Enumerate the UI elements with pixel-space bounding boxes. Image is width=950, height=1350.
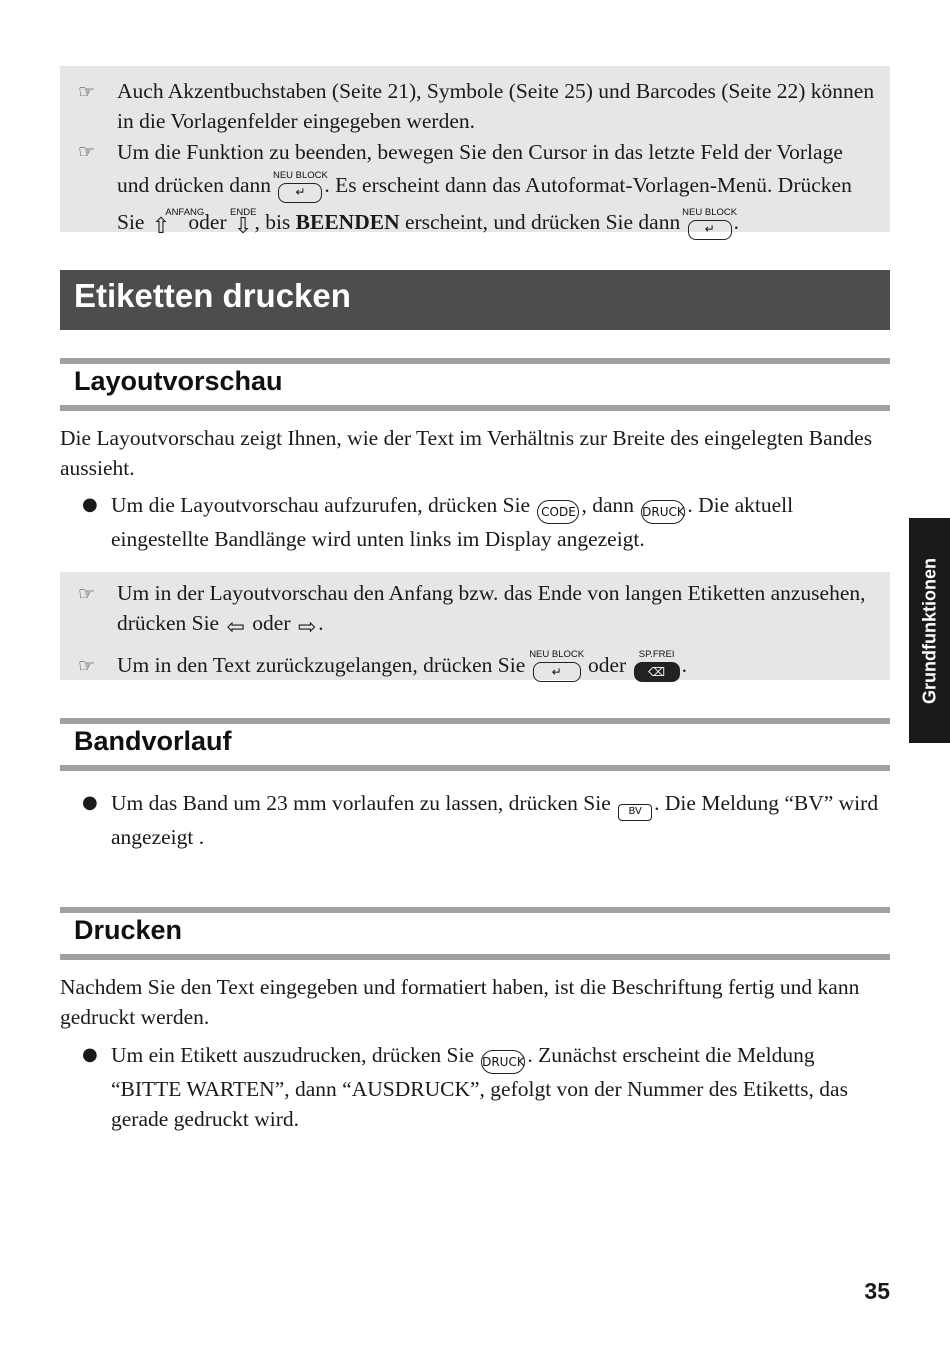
section-title: Etiketten drucken [60, 270, 890, 330]
note-item [78, 76, 876, 136]
newblock-key: NEU BLOCK ↵ [688, 210, 732, 243]
section-rule [60, 405, 890, 411]
chapter-side-tab [909, 518, 950, 743]
right-arrow-icon: ⇨ [297, 615, 317, 640]
druck-key: DRUCK [481, 1044, 525, 1074]
section-heading-layoutvorschau: Layoutvorschau [74, 366, 283, 396]
left-arrow-icon: ⇦ [226, 615, 245, 640]
newblock-key: NEU BLOCK ↵ [533, 654, 581, 684]
spfrei-key: SP.FREI ⌫ [634, 654, 680, 684]
enter-icon: ↵ [278, 183, 322, 203]
pointing-hand-icon: ☞ [78, 81, 96, 103]
start-key [226, 612, 244, 642]
newblock-key: NEU BLOCK ↵ [278, 173, 322, 206]
paragraph: Nachdem Sie den Text eingegeben und formatiert haben, ist die Beschriftung fertig und kann gedruckt werden. [60, 975, 860, 1029]
section-heading-bandvorlauf: Bandvorlauf [74, 726, 232, 756]
down-arrow-icon: ⇩ [234, 214, 253, 239]
bullet-item: ● Um ein Etikett auszudrucken, drücken Sie DRUCK . Zunächst erscheint die Meldung “BITTE WARTEN”, dann “AUSDRUCK”, gefolgt von der Nummer des Etiketts, das gerade gedruckt wird. [82, 1040, 890, 1134]
backspace-icon: ⌫ [634, 662, 680, 682]
section-rule [60, 765, 890, 771]
section-rule [60, 907, 890, 913]
pointing-hand-icon: ☞ [78, 583, 96, 605]
pointing-hand-icon: ☞ [78, 141, 96, 163]
note-item: ☞ Um in der Layoutvorschau den Anfang bzw. das Ende von langen Etiketten anzusehen, drücken Sie ⇦ oder ⇨. [78, 578, 876, 642]
side-tab-label: Grundfunktionen [919, 557, 939, 704]
paragraph: Die Layoutvorschau zeigt Ihnen, wie der Text im Verhältnis zur Breite des eingelegten Bandes aussieht. [60, 426, 873, 480]
pointing-hand-icon: ☞ [78, 655, 96, 677]
end-key [298, 612, 316, 642]
note-item [78, 136, 876, 243]
page-number: 35 [864, 1278, 890, 1304]
up-arrow-icon: ⇧ [151, 214, 171, 239]
code-key: CODE [537, 494, 579, 524]
down-arrow-key: ENDE ⇩ [230, 207, 257, 239]
note-box-1 [60, 66, 890, 239]
section-rule [60, 954, 890, 960]
bullet-dot-icon: ● [82, 494, 98, 515]
up-arrow-key: ANFANG ⇧ [151, 207, 205, 239]
note-text: Auch Akzentbuchstaben (Seite 21), Symbole (Seite 25) und Barcodes (Seite 22) können in die Vorlagenfelder eingegeben werden. [117, 79, 875, 133]
section-rule [60, 358, 890, 364]
bullet-dot-icon: ● [82, 1044, 98, 1065]
druck-key: DRUCK [641, 494, 685, 524]
note-item: ☞ Um in den Text zurückzugelangen, drücken Sie NEU BLOCK ↵ oder SP.FREI ⌫ . [78, 650, 876, 684]
enter-icon: ↵ [688, 220, 732, 240]
enter-icon: ↵ [533, 662, 581, 682]
bullet-item: ● Um die Layoutvorschau aufzurufen, drücken Sie CODE , dann DRUCK . Die aktuell eingestellte Bandlänge wird unten links im Display angezeigt. [82, 490, 890, 554]
note-box-2 [60, 572, 890, 680]
section-heading-drucken: Drucken [74, 915, 183, 945]
section-rule [60, 718, 890, 724]
note-text: Um die Funktion zu beenden, bewegen Sie den Cursor in das letzte Feld der Vorlage und drücken dann NEU BLOCK ↵ . Es erscheint dann das Autoformat-Vorlagen-Menü. Drücken Sie ANFANG ⇧ oder ENDE ⇩, bis BEENDEN erscheint, und drücken Sie dann NEU BLOCK ↵ . [117, 136, 876, 243]
bullet-item: ● Um das Band um 23 mm vorlaufen zu lassen, drücken Sie BV . Die Meldung “BV” wird angezeigt . [82, 788, 890, 852]
bv-key: BV [618, 792, 652, 822]
bullet-dot-icon: ● [82, 792, 98, 813]
